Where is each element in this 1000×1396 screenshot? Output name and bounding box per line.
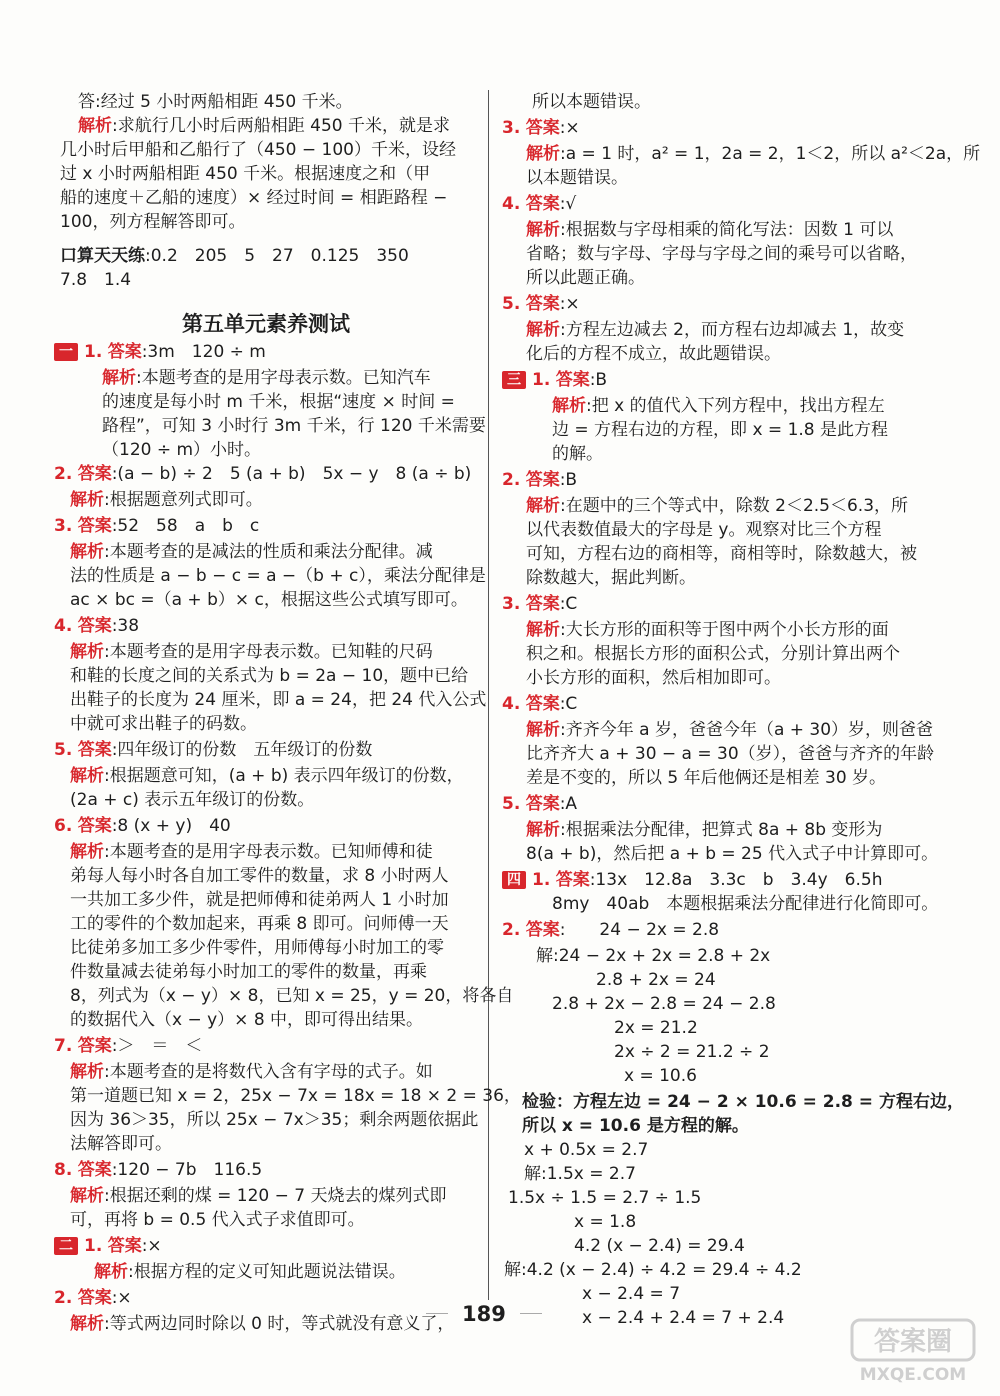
- label: 解析: [70, 542, 104, 562]
- text-line: [574, 1234, 745, 1258]
- line-text: 4.2 (x − 2.4) = 29.4: [574, 1236, 745, 1256]
- question-number: 4.: [54, 616, 73, 636]
- question-number: 1.: [532, 370, 551, 390]
- line-text: :把 x 的值代入下列方程中，找出方程左: [586, 396, 885, 416]
- text-line: [502, 116, 580, 140]
- question-number: 5.: [502, 294, 521, 314]
- line-text: 和鞋的长度之间的关系式为 b = 2a − 10，题中已给: [70, 666, 469, 686]
- label: 解析: [94, 1262, 128, 1282]
- question-number: 1.: [84, 342, 103, 362]
- label: 答案: [525, 920, 560, 940]
- line-text: :等式两边同时除以 0 时，等式就没有意义了，: [104, 1314, 455, 1334]
- page-number-dash: [520, 1313, 542, 1314]
- line-text: 工的零件的个数加起来，再乘 8 即可。问师傅一天: [70, 914, 449, 934]
- question-number: 8.: [54, 1160, 73, 1180]
- text-line: [70, 664, 468, 688]
- line-text: x = 10.6: [624, 1066, 697, 1086]
- label: 答案: [525, 594, 560, 614]
- line-text: :根据乘法分配律，把算式 8a + 8b 变形为: [560, 820, 883, 840]
- line-text: :0.2 205 5 27 0.125 350: [145, 246, 409, 266]
- watermark-logo: [848, 1316, 978, 1386]
- line-text: 解:1.5x = 2.7: [524, 1164, 636, 1184]
- text-line: [102, 414, 486, 438]
- line-text: 8my 40ab 本题根据乘法分配律进行化简即可。: [552, 894, 939, 914]
- question-number: 1.: [84, 1236, 103, 1256]
- line-text: 小长方形的面积，然后相加即可。: [526, 668, 781, 688]
- text-line: [552, 992, 776, 1016]
- line-text: 解:24 − 2x + 2x = 2.8 + 2x: [536, 946, 771, 966]
- text-line: [70, 864, 449, 888]
- label: 答案: [555, 870, 590, 890]
- label: 答案: [77, 516, 112, 536]
- line-text: 的数据代入（x − y）× 8 中，即可得出结果。: [70, 1010, 424, 1030]
- line-text: :13x 12.8a 3.3c b 3.4y 6.5h: [589, 870, 883, 890]
- text-line: [526, 218, 893, 242]
- text-line: [526, 818, 882, 842]
- line-text: :齐齐今年 a 岁，爸爸今年（a + 30）岁，则爸爸: [560, 720, 934, 740]
- line-text: 船的速度＋乙船的速度）× 经过时间 = 相距路程 −: [60, 188, 448, 208]
- label: 答案: [107, 1236, 142, 1256]
- text-line: [502, 792, 577, 816]
- label: 答案: [555, 370, 590, 390]
- line-text: :×: [141, 1236, 162, 1256]
- line-text: 除数越大，据此判断。: [526, 568, 696, 588]
- label: 解析: [70, 842, 104, 862]
- line-text: :B: [589, 370, 608, 390]
- line-text: :根据题意列式即可。: [104, 490, 263, 510]
- text-line: [526, 142, 980, 166]
- line-text: :大长方形的面积等于图中两个小长方形的面: [560, 620, 889, 640]
- question-number: 3.: [502, 594, 521, 614]
- text-line: [94, 1260, 406, 1284]
- line-text: :本题考查的是将数代入含有字母的式子。如: [104, 1062, 433, 1082]
- question-number: 2.: [54, 1288, 73, 1308]
- text-line: [70, 640, 433, 664]
- line-text: 解:4.2 (x − 2.4) ÷ 4.2 = 29.4 ÷ 4.2: [504, 1260, 802, 1280]
- text-line: [70, 1060, 433, 1084]
- line-text: 出鞋子的长度为 24 厘米，即 a = 24，把 24 代入公式: [70, 690, 487, 710]
- text-line: [526, 618, 889, 642]
- label: 解析: [526, 220, 560, 240]
- line-text: 所以 x = 10.6 是方程的解。: [522, 1116, 749, 1136]
- label: 答案: [77, 616, 112, 636]
- text-line: [54, 340, 266, 364]
- label: 解析: [70, 642, 104, 662]
- label: 解析: [70, 490, 104, 510]
- line-text: :√: [559, 194, 577, 214]
- line-text: 化后的方程不成立，故此题错误。: [526, 344, 781, 364]
- line-text: 法的性质是 a − b − c = a −（b + c），乘法分配律是: [70, 566, 486, 586]
- line-text: :本题考查的是用字母表示数。已知汽车: [136, 368, 431, 388]
- line-text: :＞ ＝ ＜: [111, 1036, 203, 1056]
- line-text: 8，列式为（x − y）× 8，已知 x = 25，y = 20，将各自: [70, 986, 514, 1006]
- text-line: [574, 1210, 636, 1234]
- line-text: 2x = 21.2: [614, 1018, 698, 1038]
- line-text: 以本题错误。: [526, 168, 628, 188]
- line-text: 7.8 1.4: [60, 270, 132, 290]
- label: 答案: [525, 294, 560, 314]
- text-line: [526, 518, 881, 542]
- line-text: ac × bc =（a + b）× c，根据这些公式填写即可。: [70, 590, 468, 610]
- text-line: [526, 542, 917, 566]
- text-line: [60, 210, 245, 234]
- text-line: [70, 1312, 454, 1336]
- text-line: [524, 1162, 636, 1186]
- line-text: :×: [111, 1288, 132, 1308]
- text-line: [102, 366, 431, 390]
- text-line: [102, 438, 261, 462]
- text-line: [526, 318, 904, 342]
- label: 答案: [77, 464, 112, 484]
- section-marker: 一: [54, 343, 78, 361]
- text-line: [70, 540, 433, 564]
- line-text: :四年级订的份数 五年级订的份数: [111, 740, 373, 760]
- line-text: 比齐齐大 a + 30 − a = 30（岁），爸爸与齐齐的年龄: [526, 744, 935, 764]
- line-text: 过 x 小时两船相距 450 千米。根据速度之和（甲: [60, 164, 431, 184]
- line-text: 因为 36＞35，所以 25x − 7x＞35；剩余两题依据此: [70, 1110, 479, 1130]
- question-number: 5.: [54, 740, 73, 760]
- line-text: :8 (x + y) 40: [111, 816, 231, 836]
- line-text: 几小时后甲船和乙船行了（450 − 100）千米，设经: [60, 140, 456, 160]
- text-line: [60, 138, 456, 162]
- line-text: : 24 − 2x = 2.8: [559, 920, 720, 940]
- text-line: [54, 1034, 202, 1058]
- line-text: :根据数与字母相乘的简化写法：因数 1 可以: [560, 220, 894, 240]
- label: 答案: [525, 194, 560, 214]
- text-line: [54, 514, 259, 538]
- line-text: 2.8 + 2x − 2.8 = 24 − 2.8: [552, 994, 776, 1014]
- line-text: 可知，方程右边的商相等，商相等时，除数越大，被: [526, 544, 917, 564]
- text-line: [526, 742, 934, 766]
- text-line: [70, 588, 468, 612]
- line-text: :38: [111, 616, 140, 636]
- text-line: [60, 268, 131, 292]
- text-line: [70, 764, 464, 788]
- line-text: :120 − 7b 116.5: [111, 1160, 263, 1180]
- text-line: [552, 394, 885, 418]
- text-line: [552, 892, 938, 916]
- line-text: :×: [559, 118, 580, 138]
- line-text: 答:经过 5 小时两船相距 450 千米。: [78, 92, 353, 112]
- text-line: [54, 462, 471, 486]
- text-line: [502, 692, 577, 716]
- text-line: [536, 944, 770, 968]
- line-text: :3m 120 ÷ m: [141, 342, 266, 362]
- label: 解析: [526, 820, 560, 840]
- text-line: [526, 242, 917, 266]
- label: 答案: [107, 342, 142, 362]
- text-line: [502, 868, 882, 892]
- line-text: :本题考查的是用字母表示数。已知师傅和徒: [104, 842, 433, 862]
- line-text: 一共加工多少件，就是把师傅和徒弟两人 1 小时加: [70, 890, 449, 910]
- text-line: [70, 960, 427, 984]
- text-line: [502, 918, 719, 942]
- line-text: 件数量减去徒弟每小时加工的零件的数量，再乘: [70, 962, 427, 982]
- question-number: 2.: [54, 464, 73, 484]
- text-line: [70, 688, 486, 712]
- line-text: :(a − b) ÷ 2 5 (a + b) 5x − y 8 (a ÷ b): [111, 464, 472, 484]
- text-line: [526, 342, 781, 366]
- text-line: [532, 90, 651, 114]
- text-line: [504, 1258, 802, 1282]
- text-line: [54, 738, 372, 762]
- line-text: :A: [559, 794, 578, 814]
- label: 解析: [526, 620, 560, 640]
- line-text: 所以本题错误。: [532, 92, 651, 112]
- text-line: [54, 1286, 132, 1310]
- label: 答案: [77, 1160, 112, 1180]
- line-text: 积之和。根据长方形的面积公式，分别计算出两个: [526, 644, 900, 664]
- text-line: [70, 712, 257, 736]
- line-text: 2x ÷ 2 = 21.2 ÷ 2: [614, 1042, 770, 1062]
- line-text: :C: [559, 594, 578, 614]
- label: 答案: [77, 740, 112, 760]
- line-text: 100，列方程解答即可。: [60, 212, 246, 232]
- line-text: 1.5x ÷ 1.5 = 2.7 ÷ 1.5: [508, 1188, 702, 1208]
- text-line: [552, 442, 603, 466]
- label: 解析: [70, 1186, 104, 1206]
- line-text: 省略；数与字母、字母与字母之间的乘号可以省略，: [526, 244, 917, 264]
- label: 答案: [525, 118, 560, 138]
- text-line: [70, 936, 444, 960]
- text-line: [526, 718, 933, 742]
- text-line: [552, 418, 888, 442]
- question-number: 1.: [532, 870, 551, 890]
- question-number: 3.: [502, 118, 521, 138]
- text-line: [522, 1090, 964, 1114]
- text-line: [614, 1016, 698, 1040]
- line-text: x − 2.4 = 7: [582, 1284, 681, 1304]
- line-text: 2.8 + 2x = 24: [596, 970, 716, 990]
- question-number: 5.: [502, 794, 521, 814]
- section-marker: 二: [54, 1237, 78, 1255]
- text-line: [70, 888, 449, 912]
- line-text: 边 = 方程右边的方程，即 x = 1.8 是此方程: [552, 420, 889, 440]
- line-text: :a = 1 时，a² = 1，2a = 2，1＜2，所以 a²＜2a，所: [560, 144, 981, 164]
- text-line: [70, 788, 314, 812]
- line-text: :B: [559, 470, 578, 490]
- text-line: [70, 1184, 447, 1208]
- question-number: 6.: [54, 816, 73, 836]
- text-line: [502, 368, 607, 392]
- label: 解析: [70, 1314, 104, 1334]
- label: 解析: [70, 1062, 104, 1082]
- text-line: [60, 186, 447, 210]
- text-line: [70, 564, 486, 588]
- text-line: [78, 114, 450, 138]
- line-text: :52 58 a b c: [111, 516, 260, 536]
- line-text: 差是不变的，所以 5 年后他俩还是相差 30 岁。: [526, 768, 887, 788]
- text-line: [526, 666, 781, 690]
- text-line: [508, 1186, 701, 1210]
- label: 解析: [102, 368, 136, 388]
- line-text: :×: [559, 294, 580, 314]
- text-line: [582, 1282, 680, 1306]
- text-line: [502, 592, 577, 616]
- line-text: 所以此题正确。: [526, 268, 645, 288]
- text-line: [624, 1064, 697, 1088]
- section-marker: 三: [502, 371, 526, 389]
- label: 解析: [70, 766, 104, 786]
- page-number: 189: [462, 1302, 506, 1326]
- text-line: [502, 192, 576, 216]
- text-line: [526, 642, 900, 666]
- text-line: [526, 266, 645, 290]
- text-line: [70, 840, 433, 864]
- text-line: [70, 488, 263, 512]
- line-text: 可，再将 b = 0.5 代入式子求值即可。: [70, 1210, 365, 1230]
- text-line: [54, 1158, 262, 1182]
- question-number: 7.: [54, 1036, 73, 1056]
- watermark-url: MXQE.COM: [859, 1365, 967, 1385]
- line-text: 路程”，可知 3 小时行 3m 千米，行 120 千米需要: [102, 416, 486, 436]
- line-text: :根据还剩的煤 = 120 − 7 天烧去的煤列式即: [104, 1186, 447, 1206]
- text-line: [70, 1208, 365, 1232]
- label: 答案: [77, 1036, 112, 1056]
- line-text: 的速度是每小时 m 千米，根据“速度 × 时间 =: [102, 392, 455, 412]
- label: 口算天天练: [60, 246, 145, 266]
- line-text: :C: [559, 694, 578, 714]
- label: 答案: [525, 470, 560, 490]
- label: 解析: [526, 320, 560, 340]
- text-line: [522, 1114, 749, 1138]
- line-text: :本题考查的是用字母表示数。已知鞋的尺码: [104, 642, 433, 662]
- line-text: 8(a + b)，然后把 a + b = 25 代入式子中计算即可。: [526, 844, 939, 864]
- text-line: [70, 1108, 478, 1132]
- label: 解析: [526, 720, 560, 740]
- text-line: [70, 1132, 172, 1156]
- label: 答案: [77, 816, 112, 836]
- line-text: x + 0.5x = 2.7: [524, 1140, 649, 1160]
- text-line: [70, 984, 513, 1008]
- line-text: 第一道题已知 x = 2，25x − 7x = 18x = 18 × 2 = 36，: [70, 1086, 521, 1106]
- text-line: [54, 814, 231, 838]
- label: 解析: [526, 144, 560, 164]
- column-divider: [488, 90, 489, 1300]
- text-line: [60, 244, 409, 268]
- text-line: [526, 842, 938, 866]
- line-text: :在题中的三个等式中，除数 2＜2.5＜6.3，所: [560, 496, 909, 516]
- question-number: 2.: [502, 920, 521, 940]
- page-number-dash: [426, 1313, 448, 1314]
- text-line: [526, 566, 696, 590]
- line-text: :方程左边减去 2，而方程右边却减去 1，故变: [560, 320, 905, 340]
- text-line: [526, 166, 628, 190]
- text-line: [60, 162, 430, 186]
- line-text: :根据方程的定义可知此题说法错误。: [128, 1262, 406, 1282]
- question-number: 3.: [54, 516, 73, 536]
- line-text: （120 ÷ m）小时。: [102, 440, 262, 460]
- text-line: [102, 390, 455, 414]
- label: 解析: [526, 496, 560, 516]
- line-text: (2a + c) 表示五年级订的份数。: [70, 790, 315, 810]
- line-text: :根据题意可知，(a + b) 表示四年级订的份数，: [104, 766, 464, 786]
- label: 答案: [525, 694, 560, 714]
- text-line: [502, 468, 577, 492]
- line-text: 的解。: [552, 444, 603, 464]
- question-number: 4.: [502, 194, 521, 214]
- watermark-text: 答案圈: [873, 1327, 953, 1357]
- line-text: x = 1.8: [574, 1212, 637, 1232]
- text-line: [70, 1084, 521, 1108]
- line-text: 比徒弟多加工多少件零件，用师傅每小时加工的零: [70, 938, 444, 958]
- text-line: [70, 1008, 423, 1032]
- label: 解析: [78, 116, 112, 136]
- text-line: [70, 912, 449, 936]
- text-line: [596, 968, 716, 992]
- line-text: 以代表数值最大的字母是 y。观察对比三个方程: [526, 520, 882, 540]
- line-text: :求航行几小时后两船相距 450 千米，就是求: [112, 116, 450, 136]
- text-line: [582, 1306, 784, 1330]
- section-marker: 四: [502, 871, 526, 889]
- text-line: [78, 90, 353, 114]
- text-line: [614, 1040, 770, 1064]
- text-line: [54, 614, 139, 638]
- label: 答案: [77, 1288, 112, 1308]
- text-line: [524, 1138, 648, 1162]
- line-text: 法解答即可。: [70, 1134, 172, 1154]
- text-line: [526, 766, 886, 790]
- question-number: 2.: [502, 470, 521, 490]
- line-text: 中就可求出鞋子的码数。: [70, 714, 257, 734]
- text-line: [526, 494, 908, 518]
- question-number: 4.: [502, 694, 521, 714]
- line-text: 检验：方程左边 = 24 − 2 × 10.6 = 2.8 = 方程右边，: [522, 1092, 964, 1112]
- line-text: x − 2.4 + 2.4 = 7 + 2.4: [582, 1308, 785, 1328]
- line-text: 弟每人每小时各自加工零件的数量，求 8 小时两人: [70, 866, 449, 886]
- text-line: [502, 292, 580, 316]
- section-title: 第五单元素养测试: [182, 311, 350, 336]
- label: 答案: [525, 794, 560, 814]
- label: 解析: [552, 396, 586, 416]
- line-text: :本题考查的是减法的性质和乘法分配律。减: [104, 542, 433, 562]
- text-line: [54, 1234, 162, 1258]
